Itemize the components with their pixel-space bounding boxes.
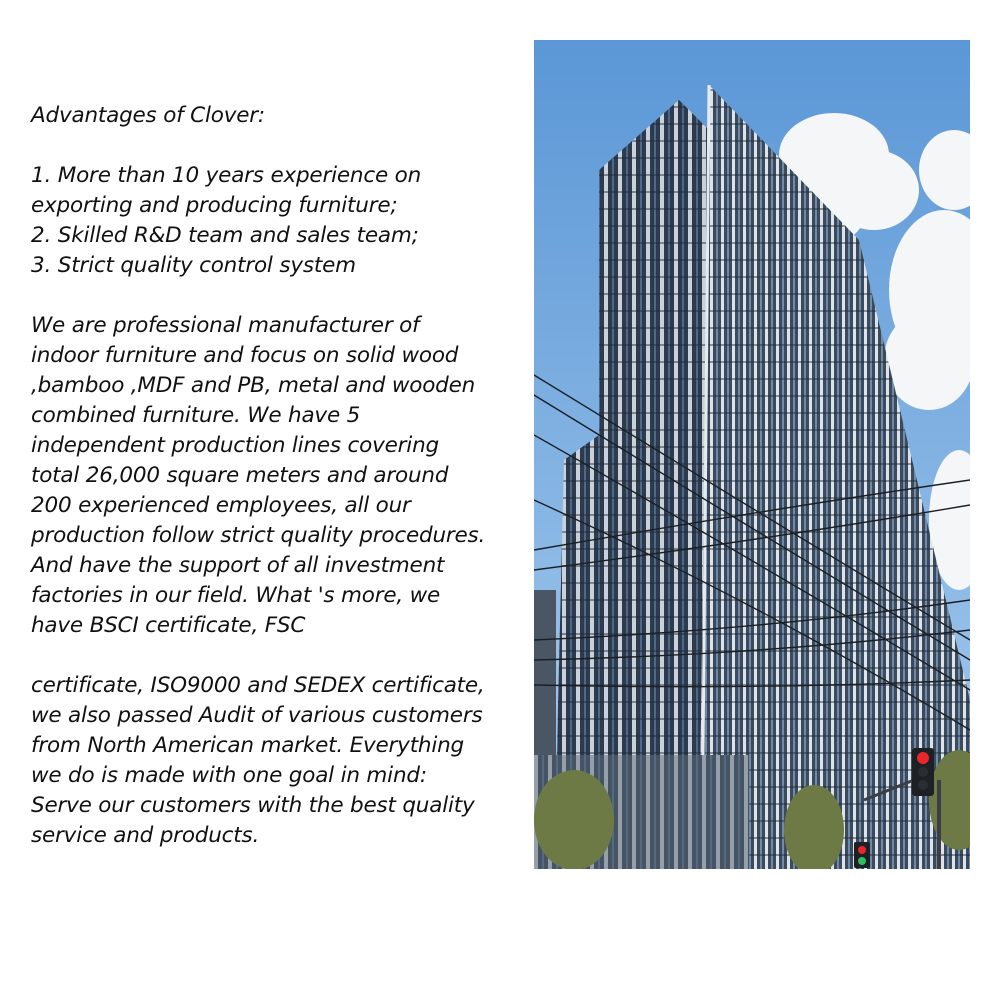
paragraph-line: indoor furniture and focus on solid wood [31, 343, 459, 368]
paragraph-line: Serve our customers with the best quality [31, 793, 475, 818]
paragraph-line: production follow strict quality procedures. [31, 523, 486, 548]
paragraph-line: 200 experienced employees, all our [31, 493, 411, 518]
paragraph-line: ,bamboo ,MDF and PB, metal and wooden [31, 373, 476, 398]
advantage-line: 3. Strict quality control system [31, 253, 356, 278]
company-paragraph-1 [31, 311, 511, 641]
spacer [31, 281, 511, 311]
paragraph-line: independent production lines covering [31, 433, 439, 458]
office-tower-illustration [534, 40, 970, 869]
advantages-list [31, 161, 511, 281]
paragraph-line: service and products. [31, 823, 260, 848]
paragraph-line: combined furniture. We have 5 [31, 403, 361, 428]
spacer [31, 641, 511, 671]
paragraph-line: from North American market. Everything [31, 733, 464, 758]
advantage-line: 1. More than 10 years experience on [31, 163, 421, 188]
company-description [31, 101, 511, 851]
paragraph-line: total 26,000 square meters and around [31, 463, 449, 488]
paragraph-line: certificate, ISO9000 and SEDEX certificate, [31, 673, 485, 698]
paragraph-line: we also passed Audit of various customers [31, 703, 483, 728]
advantage-line: exporting and producing furniture; [31, 193, 398, 218]
company-paragraph-2 [31, 671, 511, 851]
spacer [31, 131, 511, 161]
advantage-line: 2. Skilled R&D team and sales team; [31, 223, 419, 248]
office-tower-photo [534, 40, 970, 869]
paragraph-line: And have the support of all investment [31, 553, 445, 578]
paragraph-line: factories in our field. What 's more, we [31, 583, 441, 608]
heading: Advantages of Clover: [31, 103, 265, 128]
paragraph-line: have BSCI certificate, FSC [31, 613, 306, 638]
paragraph-line: We are professional manufacturer of [31, 313, 420, 338]
paragraph-line: we do is made with one goal in mind: [31, 763, 427, 788]
